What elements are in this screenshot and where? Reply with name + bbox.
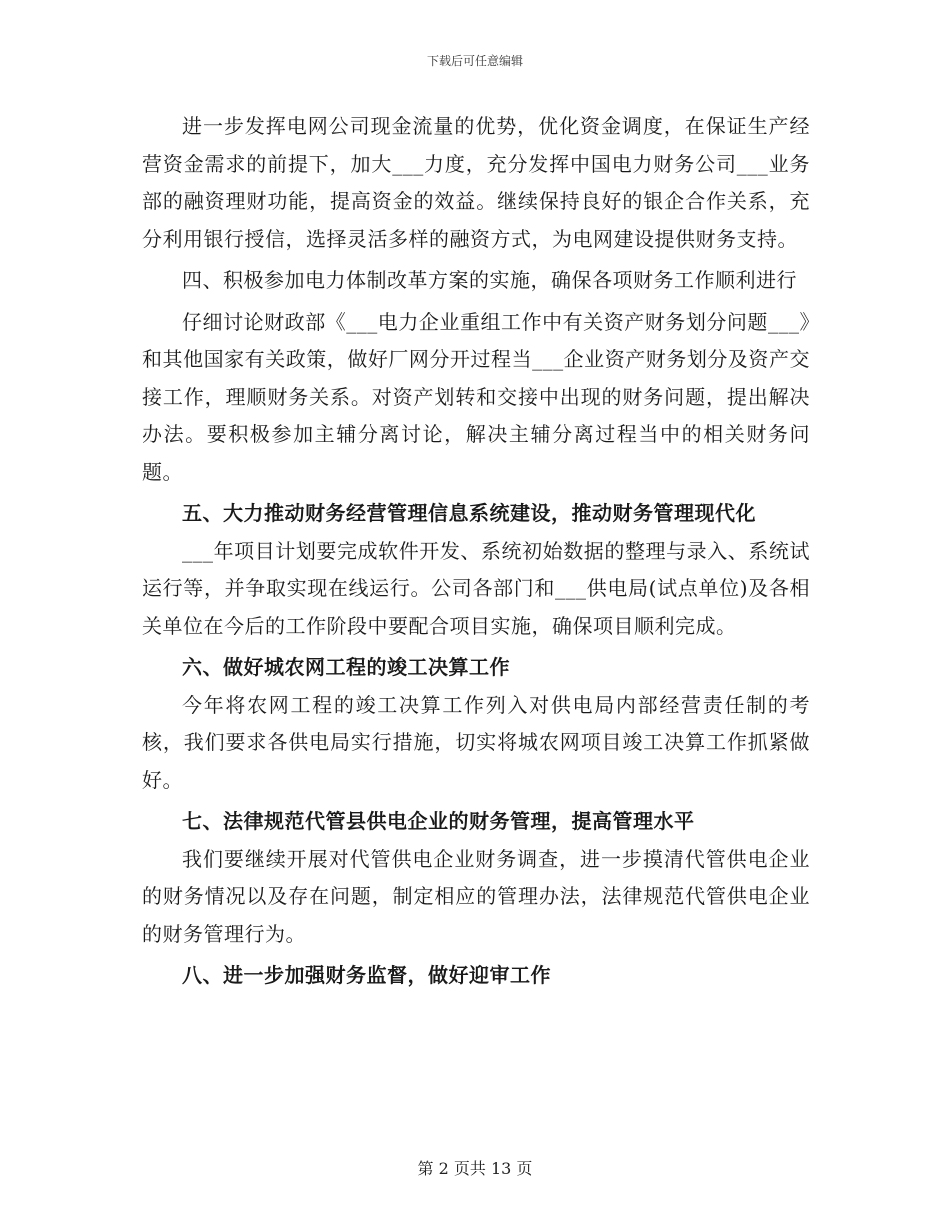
paragraph-funding: 进一步发挥电网公司现金流量的优势，优化资金调度，在保证生产经营资金需求的前提下，加大___力度，充分发挥中国电力财务公司___业务部的融资理财功能，提高资金的效益。继续保持良好的银企合作关系，充分利用银行授信，选择灵活多样的融资方式，为电网建设提供财务支持。 (142, 114, 810, 251)
paragraph-information-system: ___年项目计划要完成软件开发、系统初始数据的整理与录入、系统试运行等，并争取实现在线运行。公司各部门和___供电局(试点单位)及各相关单位在今后的工作阶段中要配合项目实施，确保项目顺利完成。 (142, 538, 810, 638)
page-header: 下载后可任意编辑 (426, 54, 523, 68)
document-body (142, 108, 810, 995)
section-heading-8: 八、进一步加强财务监督，做好迎审工作 (182, 963, 551, 987)
paragraph-reform: 仔细讨论财政部《___电力企业重组工作中有关资产财务划分问题___》和其他国家有关政策，做好厂网分开过程当___企业资产财务划分及资产交接工作，理顺财务关系。对资产划转和交接中出现的财务问题，提出解决办法。要积极参加主辅分离讨论，解决主辅分离过程当中的相关财务问题。 (142, 309, 810, 484)
page-number: 第 2 页共 13 页 (417, 1159, 533, 1178)
section-heading-5: 五、大力推动财务经营管理信息系统建设，推动财务管理现代化 (182, 501, 756, 525)
section-heading-7: 七、法律规范代管县供电企业的财务管理，提高管理水平 (182, 809, 695, 833)
paragraph-county-management: 我们要继续开展对代管供电企业财务调查，进一步摸清代管供电企业的财务情况以及存在问题，制定相应的管理办法，法律规范代管供电企业的财务管理行为。 (142, 846, 810, 946)
section-heading-4: 四、积极参加电力体制改革方案的实施，确保各项财务工作顺利进行 (182, 268, 797, 292)
section-heading-6: 六、做好城农网工程的竣工决算工作 (182, 655, 510, 679)
paragraph-completion-settlement: 今年将农网工程的竣工决算工作列入对供电局内部经营责任制的考核，我们要求各供电局实行措施，切实将城农网项目竣工决算工作抓紧做好。 (142, 692, 810, 792)
